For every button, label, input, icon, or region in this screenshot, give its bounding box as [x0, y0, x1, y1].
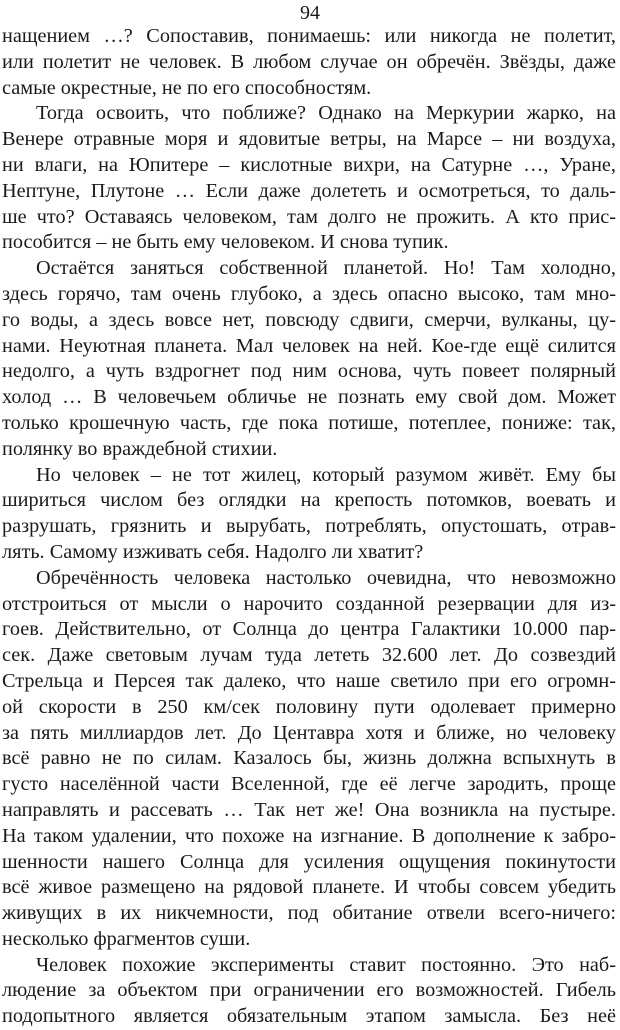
text-line: нащением …? Сопоставив, понимаешь: или никогда не полетит,	[2, 25, 616, 47]
text-line: Нептуне, Плутоне … Если даже долететь и осмотреться, то даль-	[2, 179, 616, 202]
text-line: Обречённость человека настолько очевидна, что невозможно	[36, 566, 616, 589]
text-line: нами. Неуютная планета. Мал человек на ней. Кое-где ещё силится	[2, 334, 616, 357]
text-line: только крошечную часть, где пока потише, потеплее, пониже: так,	[2, 411, 616, 434]
paragraph	[2, 24, 616, 101]
text-line: всё живое размещено на рядовой планете. И чтобы совсем убедить	[2, 876, 616, 899]
paragraph	[2, 566, 616, 953]
text-line: Но человек – не тот жилец, который разумом живёт. Ему бы	[36, 463, 616, 486]
text-line: сек. Даже световым лучам туда лететь 32.600 лет. До созвездий	[2, 644, 616, 667]
text-line: подопытного является обязательным этапом замысла. Без неё	[2, 1005, 616, 1028]
text-line: направлять и рассевать … Так нет же! Она возникла на пустыре.	[2, 798, 616, 821]
text-line: здесь горячо, там очень глубоко, а здесь опасно высоко, там мно-	[2, 282, 616, 305]
paragraph	[2, 463, 616, 566]
text-line: Остаётся заняться собственной планетой. Но! Там холодно,	[36, 257, 616, 280]
text-line: полянку во враждебной стихии.	[2, 437, 278, 460]
paragraph	[2, 256, 616, 462]
text-line: На таком удалении, что похоже на изгнание. В дополнение к забро-	[2, 824, 616, 847]
paragraph	[2, 953, 616, 1030]
text-line: Человек похожие эксперименты ставит постоянно. Это наб-	[36, 953, 616, 976]
text-line: разрушать, грязнить и вырубать, потреблять, опустошать, отрав-	[2, 515, 616, 538]
text-line: лять. Самому изживать себя. Надолго ли хватит?	[2, 540, 424, 563]
text-line: шириться числом без оглядки на крепость потомков, воевать и	[2, 489, 616, 512]
text-line: Стрельца и Персея так далеко, что наше светило при его огромн-	[2, 669, 616, 692]
text-line: или полетит не человек. В любом случае он обречён. Звёзды, даже	[2, 50, 616, 73]
text-line: Тогда освоить, что поближе? Однако на Меркурии жарко, на	[36, 102, 616, 125]
text-line: всё равно не по силам. Казалось бы, жизнь должна вспыхнуть в	[2, 747, 616, 770]
text-line: Венере отравные моря и ядовитые ветры, на Марсе – ни воздуха,	[2, 128, 616, 151]
text-line: густо населённой части Вселенной, где её легче зародить, проще	[2, 773, 616, 796]
text-line: ше что? Оставаясь человеком, там долго не прожить. А кто прис-	[2, 205, 616, 228]
text-line: гоев. Действительно, от Солнца до центра Галактики 10.000 пар-	[2, 618, 616, 641]
text-line: ой скорости в 250 км/сек половину пути одолевает примерно	[2, 695, 616, 718]
text-line: отстроиться от мысли о нарочито созданной резервации для из-	[2, 592, 616, 615]
page-number: 94	[300, 2, 320, 24]
text-line: ни влаги, на Юпитере – кислотные вихри, на Сатурне …, Уране,	[2, 153, 616, 176]
text-line: холод … В человечьем обличье не познать ему свой дом. Может	[2, 386, 616, 409]
text-line: живущих в их никчемности, под обитание отвели всего-ничего:	[2, 902, 616, 925]
body-text	[2, 24, 616, 1030]
text-line: за пять миллиардов лет. До Центавра хотя и ближе, но человеку	[2, 721, 616, 744]
text-line: пособится – не быть ему человеком. И снова тупик.	[2, 231, 449, 254]
text-line: недолго, а чуть вздрогнет под ним основа, чуть повеет полярный	[2, 360, 616, 383]
text-line: несколько фрагментов суши.	[2, 927, 251, 950]
text-line: го воды, а здесь вовсе нет, повсюду сдвиги, смерчи, вулканы, цу-	[2, 308, 616, 331]
paragraph	[2, 101, 616, 256]
text-line: самые окрестные, не по его способностям.	[2, 76, 372, 99]
text-line: шенности нашего Солнца для усиления ощущения покинутости	[2, 850, 616, 873]
text-line: людение за объектом при ограничении его возможностей. Гибель	[2, 979, 616, 1002]
